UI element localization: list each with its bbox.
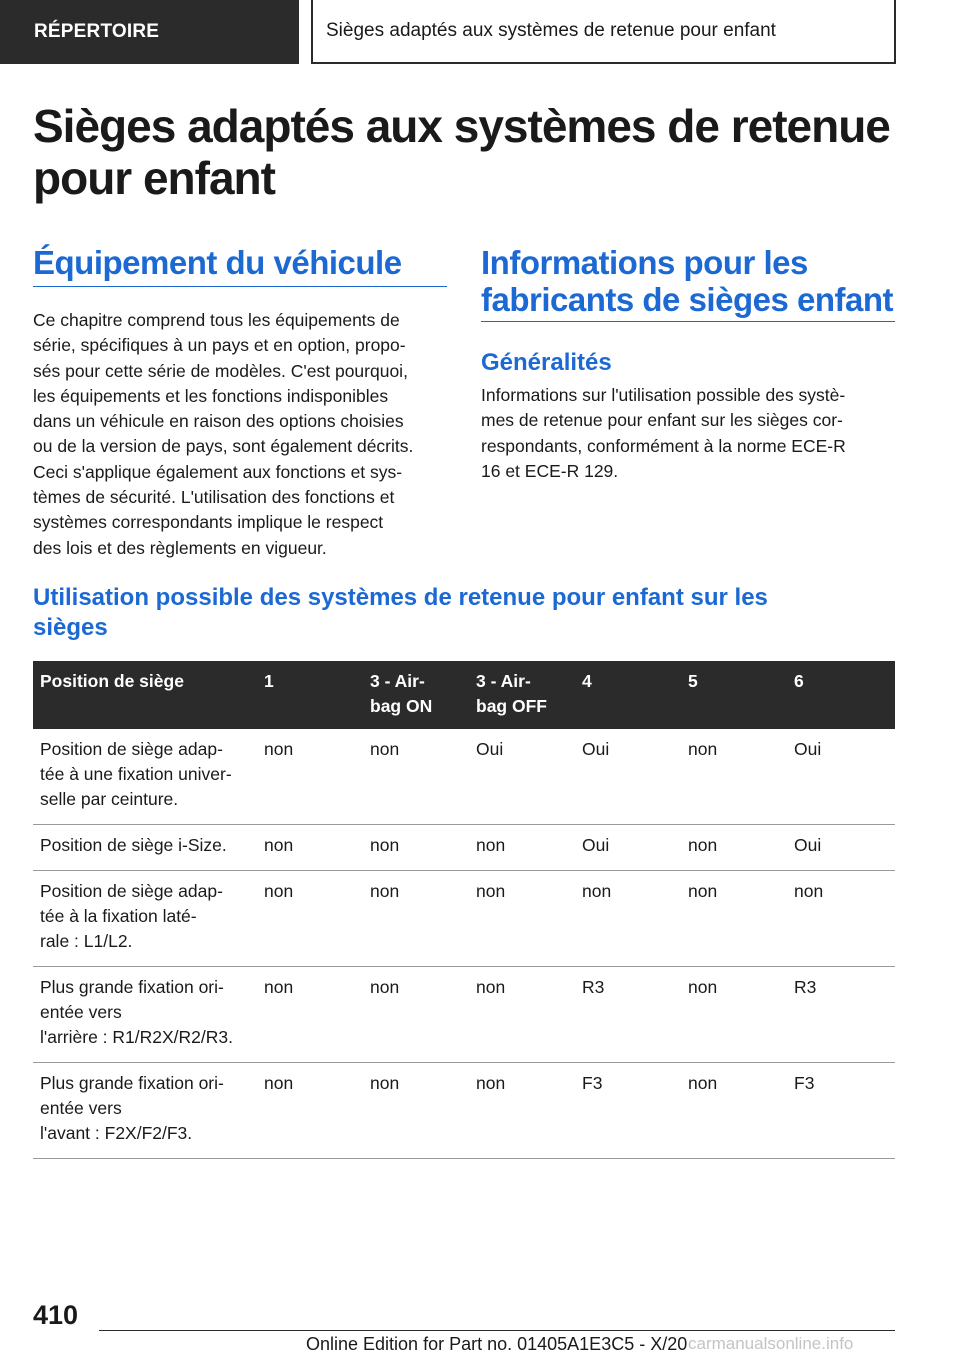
column-header: [681, 661, 787, 729]
header-text: 5: [688, 671, 698, 691]
table-cell: non: [469, 871, 575, 967]
table-cell: non: [681, 967, 787, 1063]
table-row: [33, 967, 895, 1063]
paragraph-line: 16 et ECE-R 129.: [481, 460, 619, 481]
table-cell: Oui: [469, 729, 575, 825]
table-row: [33, 825, 895, 871]
header-chapter-tab[interactable]: [311, 0, 896, 64]
header-chapter-label: Sièges adaptés aux systèmes de retenue pour enfant: [326, 20, 776, 41]
table-cell: non: [363, 825, 469, 871]
label-line: tée à une fixation univer-: [40, 764, 232, 784]
page-title: [33, 100, 913, 204]
table-cell: F3: [787, 1063, 895, 1159]
paragraph-line: sés pour cette série de modèles. C'est pourquoi,: [33, 360, 408, 381]
heading-line: Informations pour les: [481, 244, 808, 281]
header-text: 3 - Air-: [370, 671, 425, 691]
heading-line: Utilisation possible des systèmes de retenue pour enfant sur les: [33, 584, 768, 611]
label-line: entée vers: [40, 1002, 122, 1022]
table-cell: non: [257, 1063, 363, 1159]
table-cell: non: [787, 871, 895, 967]
right-section-rule: [481, 321, 895, 322]
paragraph-line: Ce chapitre comprend tous les équipements de: [33, 310, 400, 330]
paragraph-line: systèmes correspondants implique le respect: [33, 512, 384, 533]
table-cell: non: [575, 871, 681, 967]
table-cell: R3: [787, 967, 895, 1063]
table-cell: non: [363, 967, 469, 1063]
row-label-cell: [33, 729, 257, 825]
label-line: entée vers: [40, 1098, 122, 1118]
table-cell: non: [469, 1063, 575, 1159]
footer-rule: [99, 1330, 895, 1331]
table-cell: non: [257, 967, 363, 1063]
paragraph-line: série, spécifiques à un pays et en option, propo-: [33, 335, 406, 356]
seat-compatibility-table: [33, 661, 895, 1159]
column-header: [469, 661, 575, 729]
paragraph-line: les équipements et les fonctions indisponibles: [33, 385, 389, 406]
footer-edition-text: Online Edition for Part no. 01405A1E3C5 - X/20: [306, 1334, 688, 1354]
label-line: tée à la fixation laté-: [40, 906, 197, 926]
paragraph-line: ou de la version de pays, sont également décrits.: [33, 436, 414, 457]
table-header-row: [33, 661, 895, 729]
table-cell: non: [681, 729, 787, 825]
header-text: 4: [582, 671, 592, 691]
row-label-cell: [33, 1063, 257, 1159]
label-line: rale : L1/L2.: [40, 931, 133, 951]
paragraph-line: tèmes de sécurité. L'utilisation des fonctions et: [33, 487, 395, 508]
table-cell: non: [363, 1063, 469, 1159]
table-cell: F3: [575, 1063, 681, 1159]
label-line: Plus grande fixation ori-: [40, 977, 224, 997]
paragraph-line: mes de retenue pour enfant sur les sièges cor-: [481, 410, 843, 431]
table-cell: Oui: [787, 729, 895, 825]
page-number: 410: [33, 1300, 79, 1330]
label-line: Position de siège adap-: [40, 739, 223, 759]
header-section-label: RÉPERTOIRE: [34, 21, 160, 42]
table-cell: Oui: [787, 825, 895, 871]
watermark: carmanualsonline.info: [688, 1334, 854, 1353]
column-header: [33, 661, 257, 729]
table-cell: non: [681, 825, 787, 871]
label-line: selle par ceinture.: [40, 789, 179, 809]
left-section-paragraph: [33, 308, 453, 561]
page-title-line: Sièges adaptés aux systèmes de retenue: [33, 100, 890, 152]
header-section-tab[interactable]: [0, 0, 299, 64]
paragraph-line: des lois et des règlements en vigueur.: [33, 537, 327, 558]
heading-line: fabricants de sièges enfant: [481, 281, 893, 318]
table-section-heading: [33, 583, 913, 643]
right-section-paragraph: [481, 383, 901, 484]
left-section-rule: [33, 286, 447, 287]
table-row: [33, 1063, 895, 1159]
table-cell: Oui: [575, 729, 681, 825]
generalites-heading: Généralités: [481, 349, 612, 376]
label-line: Position de siège adap-: [40, 881, 223, 901]
column-header: [257, 661, 363, 729]
table-row: [33, 729, 895, 825]
paragraph-line: Ceci s'applique également aux fonctions et sys-: [33, 461, 403, 482]
column-header: [575, 661, 681, 729]
table-row: [33, 871, 895, 967]
table-cell: non: [363, 729, 469, 825]
table-cell: non: [681, 1063, 787, 1159]
label-line: l'arrière : R1/R2X/R2/R3.: [40, 1027, 233, 1047]
label-line: Position de siège i-Size.: [40, 835, 227, 855]
label-line: Plus grande fixation ori-: [40, 1073, 224, 1093]
table-cell: non: [681, 871, 787, 967]
heading-line: sièges: [33, 614, 108, 641]
left-section-heading: Équipement du véhicule: [33, 244, 402, 281]
table-cell: non: [257, 729, 363, 825]
header-text: 3 - Air-: [476, 671, 531, 691]
header-text: Position de siège: [40, 671, 184, 691]
row-label-cell: [33, 825, 257, 871]
table-cell: non: [469, 825, 575, 871]
row-label-cell: [33, 871, 257, 967]
header-text: bag OFF: [476, 696, 547, 716]
table-cell: non: [257, 871, 363, 967]
label-line: l'avant : F2X/F2/F3.: [40, 1123, 193, 1143]
column-header: [787, 661, 895, 729]
header-text: 6: [794, 671, 804, 691]
header-text: 1: [264, 671, 274, 691]
paragraph-line: dans un véhicule en raison des options choisies: [33, 411, 404, 432]
column-header: [363, 661, 469, 729]
table-cell: non: [469, 967, 575, 1063]
page-title-line: pour enfant: [33, 152, 275, 204]
header-text: bag ON: [370, 696, 433, 716]
table-cell: R3: [575, 967, 681, 1063]
paragraph-line: respondants, conformément à la norme ECE-R: [481, 435, 846, 456]
paragraph-line: Informations sur l'utilisation possible des systè-: [481, 385, 846, 405]
table-cell: non: [257, 825, 363, 871]
table-cell: Oui: [575, 825, 681, 871]
right-section-heading: [481, 244, 911, 318]
row-label-cell: [33, 967, 257, 1063]
table-cell: non: [363, 871, 469, 967]
